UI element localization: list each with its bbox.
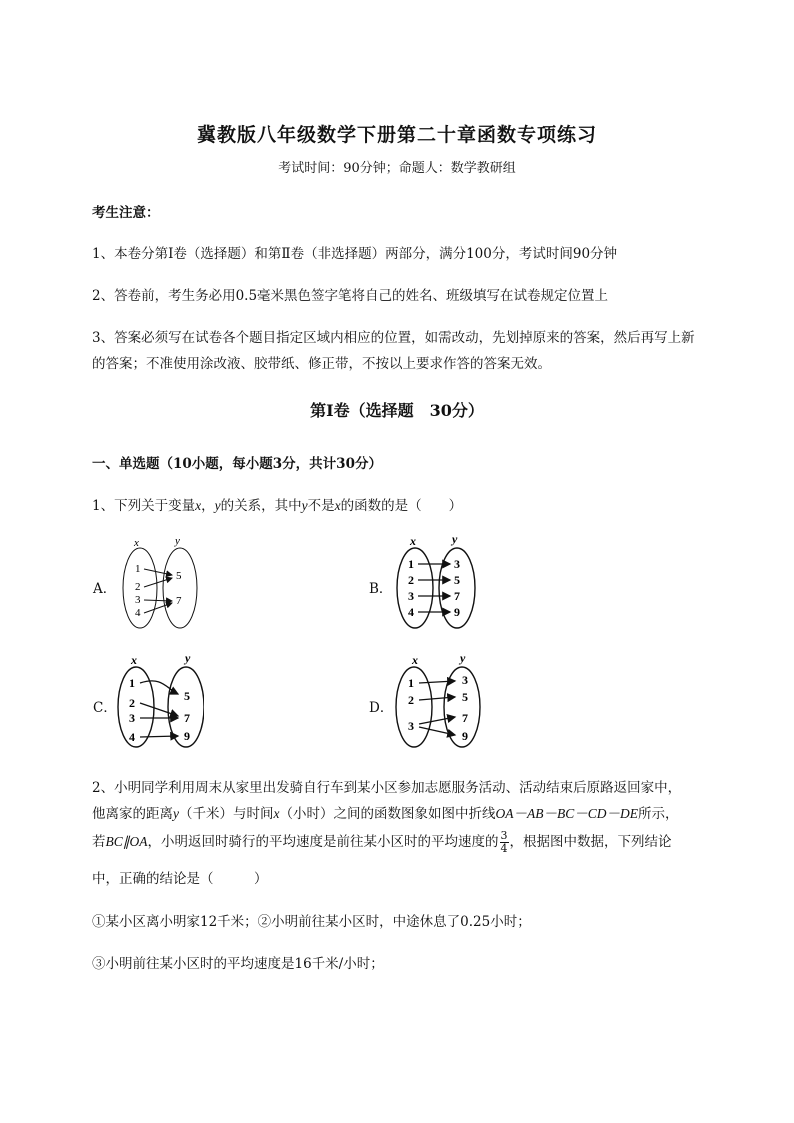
option-b-right-item: 7 (454, 589, 460, 603)
option-c-right-item: 5 (184, 689, 190, 703)
option-b-left-item: 2 (408, 573, 414, 587)
option-a-range-set (163, 548, 197, 628)
option-c-mapping-diagram (114, 650, 204, 754)
option-d-arrow (419, 681, 455, 683)
option-c-label[interactable]: C． (93, 700, 117, 716)
option-a-arrow (144, 603, 172, 613)
option-a-y-label: y (175, 535, 180, 547)
section-title: 第Ⅰ卷（选择题 30分） (310, 401, 484, 420)
option-c-arrow (140, 736, 178, 737)
question-2-line-3: 若BC∥OA，小明返回时骑行的平均速度是前往某小区时的平均速度的 $\frac{3}{4}$ ，根据图中数据，下列结论 (92, 829, 672, 855)
fraction-three-quarters: $\frac{3}{4}$ (500, 829, 508, 855)
option-d-left-item: 2 (408, 693, 414, 707)
option-b-left-item: 4 (408, 605, 414, 619)
option-a-x-label: x (134, 537, 139, 549)
option-d-right-item: 3 (462, 673, 468, 687)
option-b-right-item: 9 (454, 605, 460, 619)
option-b-left-item: 1 (408, 557, 414, 571)
question-1-stem: 1、下列关于变量x，y的关系，其中y不是x的函数的是（ ） (92, 498, 463, 514)
notice-heading: 考生注意： (92, 205, 160, 221)
option-c-right-item: 9 (184, 729, 190, 743)
option-d-right-item: 5 (462, 690, 468, 704)
notice-item-2: 2、答卷前，考生务必用0.5毫米黑色签字笔将自己的姓名、班级填写在试卷规定位置上 (92, 288, 609, 304)
option-d-left-item: 1 (408, 676, 414, 690)
notice-item-3-cont: 的答案；不准使用涂改液、胶带纸、修正带，不按以上要求作答的答案无效。 (92, 356, 551, 372)
option-d-arrow (419, 697, 455, 700)
option-d-right-item: 9 (462, 729, 468, 743)
option-c-y-label: y (185, 651, 191, 665)
option-b-left-item: 3 (408, 589, 414, 603)
option-b-right-item: 5 (454, 573, 460, 587)
page-title: 冀教版八年级数学下册第二十章函数专项练习 (196, 124, 597, 146)
option-c-domain-set (118, 667, 154, 747)
notice-item-3: 3、答案必须写在试卷各个题目指定区域内相应的位置，如需改动，先划掉原来的答案，然后再写上新 (92, 330, 695, 346)
option-d-domain-set (396, 667, 432, 747)
option-a-arrow (144, 569, 172, 575)
option-b-y-label: y (452, 532, 458, 546)
option-d-arrow (419, 717, 455, 724)
option-b-domain-set (397, 548, 433, 628)
option-a-left-item: 2 (135, 581, 141, 593)
question-2-line-2: 他离家的距离y（千米）与时间x（小时）之间的函数图象如图中折线OA－AB－BC－CD－DE所示， (92, 806, 679, 822)
exam-info: 考试时间：90分钟；命题人：数学教研组 (278, 161, 516, 176)
option-d-arrow (419, 727, 455, 735)
notice-item-1: 1、本卷分第Ⅰ卷（选择题）和第Ⅱ卷（非选择题）两部分，满分100分，考试时间90分钟 (92, 246, 618, 262)
option-c-right-item: 7 (184, 711, 190, 725)
question-2-conclusion-3: ③小明前往某小区时的平均速度是16千米/小时； (92, 956, 384, 972)
option-c-x-label: x (131, 653, 137, 667)
option-c-left-item: 2 (129, 696, 135, 710)
option-d-right-item: 7 (462, 711, 468, 725)
option-a-left-item: 1 (135, 563, 141, 575)
option-d-y-label: y (460, 651, 466, 665)
question-2-line-4: 中，正确的结论是（ ） (92, 871, 268, 887)
question-2-line-1: 2、小明同学利用周末从家里出发骑自行车到某小区参加志愿服务活动、活动结束后原路返回家中， (92, 780, 682, 796)
option-a-left-item: 4 (135, 607, 141, 619)
option-a-left-item: 3 (135, 594, 141, 606)
option-c-left-item: 1 (129, 676, 135, 690)
option-a-right-item: 7 (176, 595, 182, 607)
option-a-arrow (144, 600, 172, 601)
option-b-x-label: x (410, 534, 416, 548)
option-b-label[interactable]: B． (369, 581, 393, 597)
option-c-left-item: 3 (129, 711, 135, 725)
part-title: 一、单选题（10小题，每小题3分，共计30分） (92, 456, 382, 472)
option-a-mapping-diagram (112, 533, 202, 633)
option-d-label[interactable]: D． (369, 700, 394, 716)
option-d-mapping-diagram (392, 650, 488, 754)
option-d-x-label: x (412, 653, 418, 667)
option-c-left-item: 4 (129, 730, 135, 744)
option-b-right-item: 3 (454, 557, 460, 571)
option-a-arrow (144, 578, 172, 587)
option-c-arrow (140, 703, 178, 716)
option-d-left-item: 3 (408, 719, 414, 733)
option-b-mapping-diagram (388, 531, 478, 635)
question-2-conclusion-1-2: ①某小区离小明家12千米；②小明前往某小区时，中途休息了0.25小时； (92, 914, 531, 930)
option-a-right-item: 5 (176, 570, 182, 582)
option-a-label[interactable]: A． (93, 581, 117, 597)
